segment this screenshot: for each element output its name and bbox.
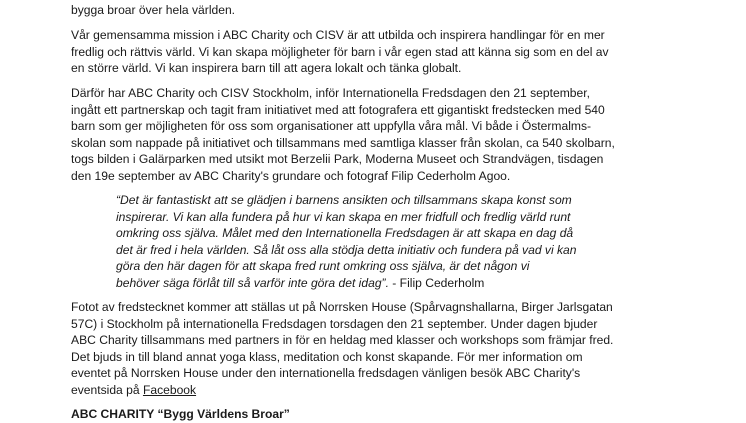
text-line: den 19e september av ABC Charity's grundare och fotograf Filip Cederholm Agoo. [71, 168, 511, 183]
text-line: skolan som nappade på initiativet och tillsammans med samtliga klasser från skolan, ca 540 skolbarn, [71, 135, 615, 150]
text-line: barn som ger möjligheten för oss som organisationer att uppfylla våra mål. Vi både i Östermalms- [71, 119, 592, 134]
text-line: Det bjuds in till bland annat yoga klass, meditation och konst skapande. För mer information om [71, 349, 583, 364]
paragraph-exhibition [71, 299, 691, 399]
quote-line: det är fred i hela världen. Så låt oss alla stödja detta initiativ och fundera på vad vi kan [116, 242, 577, 257]
text-line: en större värld. Vi kan inspirera barn till att agera lokalt och tänka globalt. [71, 61, 462, 76]
paragraph-mission [71, 27, 691, 77]
text-line: fredlig och rättvis värld. Vi kan skapa möjligheter för barn i vår egen stad att känna sig som en del av [71, 44, 609, 59]
text-line: Därför har ABC Charity och CISV Stockholm, inför Internationella Fredsdagen den 21 september, [71, 86, 590, 100]
text-line: ABC Charity tillsammans med partners in för en heldag med klasser och workshops som främjar fred. [71, 333, 614, 348]
section-heading [71, 406, 691, 423]
text-prefix: eventsida på [71, 382, 143, 397]
text-line: eventet på Norrsken House under den internationella fredsdagen vänligen besök ABC Charity's [71, 366, 581, 381]
text-line: 57C) i Stockholm på internationella Fredsdagen torsdagen den 21 september. Under dagen bjuder [71, 316, 598, 331]
text-line-with-link [71, 382, 691, 399]
quote-line: omkring oss själva. Målet med den Internationella Fredsdagen är att skapa en dag då [116, 226, 574, 241]
quote-line: “Det är fantastiskt att se glädjen i barnens ansikten och tillsammans skapa konst som [116, 193, 572, 207]
quote-line: göra den här dagen för att skapa fred runt omkring oss själva, är det någon vi [116, 259, 530, 274]
text-line: bygga broar över hela världen. [71, 3, 236, 17]
quote-block [116, 192, 676, 292]
quote-line: inspirerar. Vi kan alla fundera på hur vi kan skapa en mer fridfull och fredlig värld runt [116, 209, 571, 224]
text-line: togs bilden i Galärparken med utsikt mot Berzelii Park, Moderna Museet och Strandvägen, tisdagen [71, 152, 604, 167]
text-line: Vår gemensamma mission i ABC Charity och CISV är att utbilda och inspirera handlingar för en mer [71, 28, 605, 42]
paragraph-intro-tail [71, 2, 691, 19]
heading-text: ABC CHARITY “Bygg Världens Broar” [71, 407, 290, 421]
text-line: Fotot av fredstecknet kommer att ställas ut på Norrsken House (Spårvagnshallarna, Birger Jarlsgatan [71, 300, 613, 314]
quote-line-last [116, 275, 676, 292]
quote-text: behöver säga förlåt till så varför inte göra det idag”. [116, 275, 389, 290]
paragraph-partnership [71, 85, 691, 185]
facebook-link[interactable]: Facebook [142, 382, 197, 397]
text-line: ingått ett partnerskap och tagit fram initiativet med att fotografera ett gigantiskt fredstecken med 540 [71, 102, 605, 117]
quote-author: - Filip Cederholm [388, 275, 485, 290]
